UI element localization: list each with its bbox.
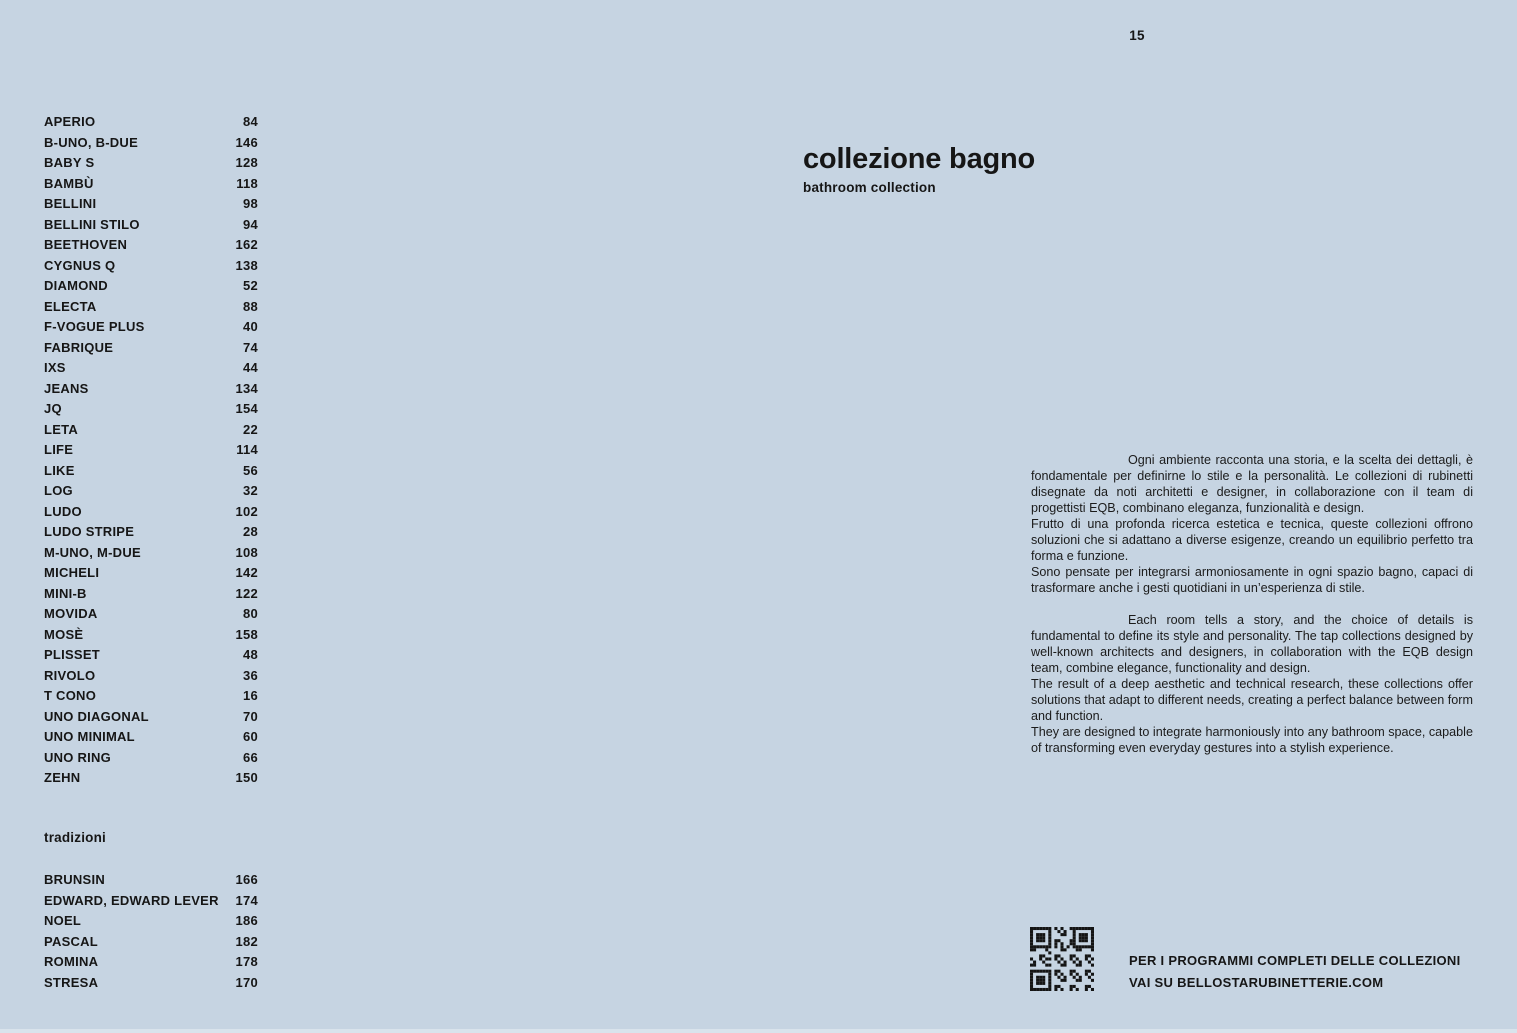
index-row bbox=[44, 666, 258, 687]
collection-name: ELECTA bbox=[44, 298, 97, 314]
index-row bbox=[44, 256, 258, 277]
index-row bbox=[44, 625, 258, 646]
collection-page-number: 118 bbox=[236, 175, 258, 191]
intro-text bbox=[1031, 452, 1473, 756]
footer-note bbox=[1129, 950, 1461, 993]
index-row bbox=[44, 379, 258, 400]
collection-page-number: 170 bbox=[235, 974, 258, 990]
collection-name: LOG bbox=[44, 483, 73, 498]
collection-name: MINI-B bbox=[44, 585, 87, 601]
index-row bbox=[44, 502, 258, 523]
collection-page-number: 88 bbox=[243, 298, 258, 314]
collection-page-number: 48 bbox=[243, 647, 258, 662]
collection-name: F-VOGUE PLUS bbox=[44, 319, 145, 334]
collection-page-number: 94 bbox=[243, 216, 258, 232]
collection-name: PASCAL bbox=[44, 933, 98, 949]
index-row bbox=[44, 133, 258, 154]
collection-page-number: 146 bbox=[235, 134, 258, 150]
collection-name: BRUNSIN bbox=[44, 872, 105, 887]
index-list-main bbox=[44, 112, 258, 789]
collection-name: B-UNO, B-DUE bbox=[44, 134, 138, 150]
collection-page-number: 178 bbox=[235, 954, 258, 969]
collection-header bbox=[803, 143, 1035, 195]
collection-page-number: 128 bbox=[235, 155, 258, 170]
footer-line-2: VAI SU BELLOSTARUBINETTERIE.COM bbox=[1129, 974, 1384, 990]
index-row bbox=[44, 563, 258, 584]
page-number: 15 bbox=[1129, 28, 1145, 43]
collection-page-number: 174 bbox=[235, 892, 258, 908]
collection-name: LUDO STRIPE bbox=[44, 524, 135, 539]
index-row bbox=[44, 952, 258, 973]
collection-name: EDWARD, EDWARD LEVER bbox=[44, 892, 219, 908]
collection-name: BABY S bbox=[44, 155, 95, 170]
index-row bbox=[44, 707, 258, 728]
index-row bbox=[44, 543, 258, 564]
collection-name: UNO RING bbox=[44, 749, 111, 765]
index-row bbox=[44, 645, 258, 666]
collection-name: MICHELI bbox=[44, 565, 100, 580]
collection-page-number: 182 bbox=[235, 933, 258, 949]
intro-italian bbox=[1031, 452, 1473, 596]
collection-page-number: 138 bbox=[235, 257, 258, 273]
page-bottom-edge bbox=[0, 1029, 1517, 1033]
footer-line-1: PER I PROGRAMMI COMPLETI DELLE COLLEZIONI bbox=[1129, 953, 1461, 968]
collection-page-number: 108 bbox=[235, 544, 258, 560]
intro-paragraph-italian: Frutto di una profonda ricerca estetica e tecnica, queste collezioni offrono soluzioni che si adattano a diverse esigenze, creando un equilibrio perfetto tra forma e funzione. bbox=[1031, 517, 1473, 563]
collection-page-number: 166 bbox=[235, 872, 258, 887]
collection-name: ZEHN bbox=[44, 770, 81, 785]
index-row bbox=[44, 604, 258, 625]
collection-name: UNO MINIMAL bbox=[44, 729, 135, 744]
collection-page-number: 134 bbox=[235, 380, 258, 396]
collection-page-number: 114 bbox=[236, 442, 258, 457]
collection-name: RIVOLO bbox=[44, 667, 96, 683]
collection-name: LETA bbox=[44, 421, 78, 437]
index-row bbox=[44, 891, 258, 912]
collection-page-number: 158 bbox=[235, 626, 258, 642]
index-row bbox=[44, 174, 258, 195]
intro-paragraph-english: The result of a deep aesthetic and technical research, these collections offer solutions that adapt to different needs, creating a perfect balance between form and function. bbox=[1031, 677, 1473, 723]
tradizioni-section-title: tradizioni bbox=[44, 830, 106, 845]
index-row bbox=[44, 317, 258, 338]
collection-page-number: 52 bbox=[243, 278, 258, 293]
intro-paragraph-italian: Sono pensate per integrarsi armoniosamente in ogni spazio bagno, capaci di trasformare anche i gesti quotidiani in un’esperienza di stile. bbox=[1031, 565, 1473, 595]
collection-name: LIFE bbox=[44, 442, 74, 457]
index-row bbox=[44, 932, 258, 953]
collection-page-number: 102 bbox=[235, 503, 258, 519]
index-row bbox=[44, 768, 258, 789]
collection-name: BEETHOVEN bbox=[44, 237, 128, 252]
collection-page-number: 44 bbox=[243, 360, 258, 375]
collection-name: APERIO bbox=[44, 114, 96, 129]
collection-page-number: 66 bbox=[243, 749, 258, 765]
index-row bbox=[44, 686, 258, 707]
index-list-tradizioni bbox=[44, 870, 258, 993]
collection-page-number: 154 bbox=[235, 401, 258, 416]
index-row bbox=[44, 911, 258, 932]
intro-paragraph-english: Each room tells a story, and the choice of details is fundamental to define its style and personality. The tap collections designed by well-known architects and designers, in collaboration with the EQB design team, combine elegance, functionality and design. bbox=[1031, 613, 1473, 675]
collection-page-number: 56 bbox=[243, 462, 258, 478]
collection-name: DIAMOND bbox=[44, 278, 108, 293]
index-row bbox=[44, 727, 258, 748]
collection-name: M-UNO, M-DUE bbox=[44, 544, 141, 560]
collection-page-number: 28 bbox=[243, 524, 258, 539]
index-row bbox=[44, 461, 258, 482]
index-row bbox=[44, 870, 258, 891]
index-row bbox=[44, 194, 258, 215]
page-subtitle: bathroom collection bbox=[803, 180, 936, 195]
collection-name: BELLINI bbox=[44, 196, 97, 211]
index-row bbox=[44, 584, 258, 605]
collection-name: BAMBÙ bbox=[44, 175, 94, 191]
index-row bbox=[44, 522, 258, 543]
collection-name: LUDO bbox=[44, 503, 82, 519]
index-row bbox=[44, 481, 258, 502]
index-row bbox=[44, 973, 258, 994]
collection-name: JEANS bbox=[44, 380, 89, 396]
intro-paragraph-italian: Ogni ambiente racconta una storia, e la scelta dei dettagli, è fondamentale per definirne lo stile e la personalità. Le collezioni di rubinetti disegnate da noti architetti e designer, in collaborazione con il team di progettisti EQB, combinano eleganza, funzionalità e design. bbox=[1031, 453, 1473, 515]
qr-code bbox=[1030, 927, 1094, 991]
collection-page-number: 40 bbox=[243, 319, 258, 334]
collection-page-number: 22 bbox=[243, 421, 258, 437]
index-row bbox=[44, 420, 258, 441]
collection-page-number: 122 bbox=[235, 585, 258, 601]
index-row bbox=[44, 399, 258, 420]
collection-page-number: 80 bbox=[243, 606, 258, 621]
collection-name: T CONO bbox=[44, 688, 97, 703]
index-row bbox=[44, 297, 258, 318]
index-row bbox=[44, 235, 258, 256]
collection-page-number: 74 bbox=[243, 339, 258, 355]
collection-page-number: 142 bbox=[235, 565, 258, 580]
index-row bbox=[44, 215, 258, 236]
collection-name: CYGNUS Q bbox=[44, 257, 116, 273]
collection-name: MOVIDA bbox=[44, 606, 98, 621]
collection-page-number: 186 bbox=[235, 913, 258, 928]
collection-name: PLISSET bbox=[44, 647, 100, 662]
collection-page-number: 36 bbox=[243, 667, 258, 683]
collection-name: NOEL bbox=[44, 913, 82, 928]
index-row bbox=[44, 358, 258, 379]
collection-name: STRESA bbox=[44, 974, 99, 990]
collection-page-number: 16 bbox=[243, 688, 258, 703]
collection-name: LIKE bbox=[44, 462, 75, 478]
collection-page-number: 162 bbox=[235, 237, 258, 252]
intro-english bbox=[1031, 612, 1473, 756]
collection-page-number: 84 bbox=[243, 114, 258, 129]
collection-page-number: 98 bbox=[243, 196, 258, 211]
index-row bbox=[44, 112, 258, 133]
collection-name: MOSÈ bbox=[44, 626, 84, 642]
index-row bbox=[44, 440, 258, 461]
collection-page-number: 60 bbox=[243, 729, 258, 744]
index-row bbox=[44, 276, 258, 297]
collection-page-number: 32 bbox=[243, 483, 258, 498]
collection-name: FABRIQUE bbox=[44, 339, 114, 355]
collection-page-number: 70 bbox=[243, 708, 258, 724]
index-row bbox=[44, 748, 258, 769]
collection-name: ROMINA bbox=[44, 954, 99, 969]
page-title: collezione bagno bbox=[803, 143, 1036, 175]
collection-name: JQ bbox=[44, 401, 62, 416]
index-row bbox=[44, 338, 258, 359]
collection-name: UNO DIAGONAL bbox=[44, 708, 149, 724]
collection-name: IXS bbox=[44, 360, 66, 375]
index-row bbox=[44, 153, 258, 174]
intro-paragraph-english: They are designed to integrate harmoniously into any bathroom space, capable of transforming even everyday gestures into a stylish experience. bbox=[1031, 725, 1473, 755]
collection-name: BELLINI STILO bbox=[44, 216, 140, 232]
collection-page-number: 150 bbox=[235, 770, 258, 785]
